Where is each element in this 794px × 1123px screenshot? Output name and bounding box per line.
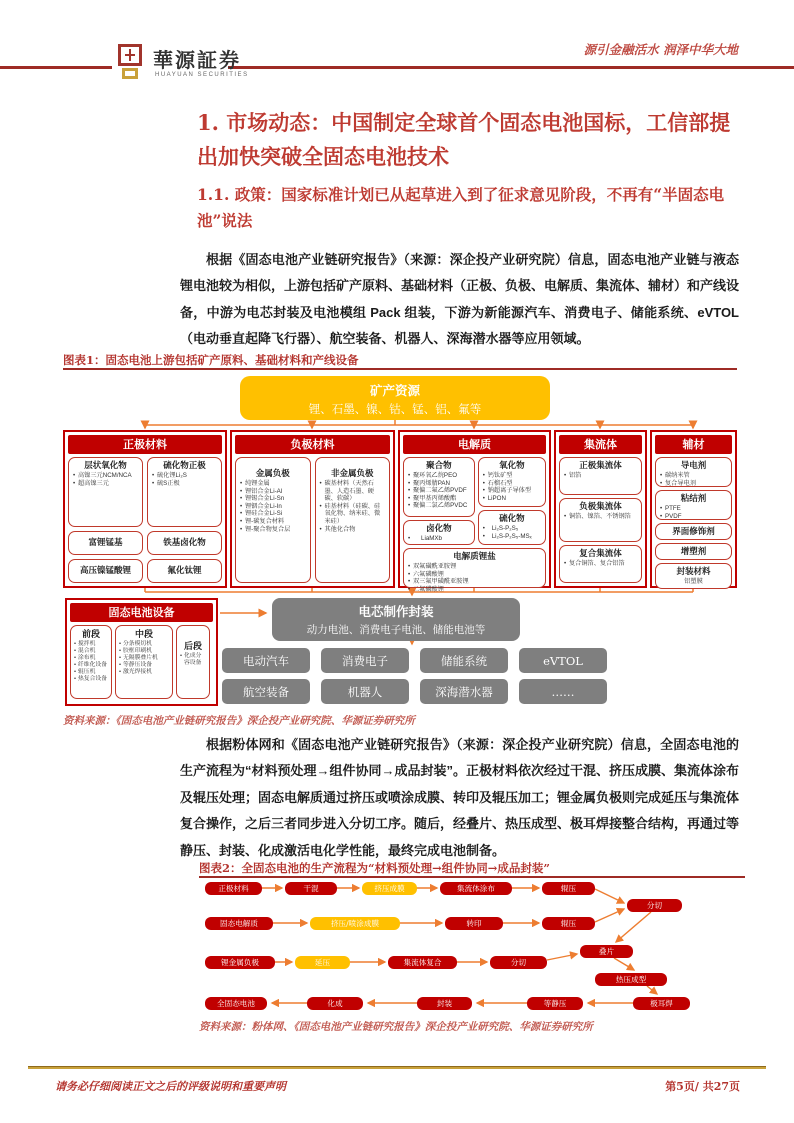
header-rule-left xyxy=(0,66,112,69)
mineral-title: 矿产资源 xyxy=(369,383,420,398)
flow-node-dry-mix: 干混 xyxy=(285,882,337,895)
equipment-box xyxy=(65,598,218,706)
mineral-resources-box xyxy=(240,376,550,420)
brand-slogan: 源引金融活水 润泽中华大地 xyxy=(583,42,738,57)
figure2-caption: 图表2：全固态电池的生产流程为“材料预处理→组件协同→成品封装” xyxy=(199,861,550,875)
flow-node-formation: 化成 xyxy=(307,997,363,1010)
column-header: 辅材 xyxy=(655,435,732,454)
figure2-caption-rule xyxy=(199,876,745,878)
footer-disclaimer: 请务必仔细阅读正文之后的评级说明和重要声明 xyxy=(55,1080,286,1093)
app-box-robot: 机器人 xyxy=(321,679,409,704)
flow-node-slitting-top: 分切 xyxy=(627,899,682,912)
cathode-box-ti-fluoride: 氟化钛锂 xyxy=(147,559,222,583)
electrolyte-box-sulfide: 硫化物 • Li₂S-P₂S₅ • Li₂S-P₂S₅-MSₓ xyxy=(478,510,546,545)
app-box-storage: 储能系统 xyxy=(420,648,508,673)
flow-node-extrusion-spray-film: 挤压/喷涂成膜 xyxy=(310,917,400,930)
collector-box-cathode: 正极集流体 • 铝箔 xyxy=(559,457,642,495)
figure2-diagram xyxy=(199,880,745,1012)
flow-node-rolling-2: 辊压 xyxy=(542,917,595,930)
header-rule-right xyxy=(228,66,794,69)
figure1-diagram xyxy=(63,374,737,710)
cathode-box-sulfide: 硫化物正极 • 硫化锂Li₂S • 硫S正极 xyxy=(147,457,222,527)
aux-box-plasticizer: 增塑剂 xyxy=(655,543,732,560)
electrolyte-box-polymer: 聚合物 • 聚环氧乙烷PEO • 聚丙烯腈PAN • 聚偏二氟乙烯PVDF • 聚甲基丙烯酸酯 • 聚偏二氯乙烯PVDC xyxy=(403,457,475,517)
app-box-others: …… xyxy=(519,679,607,704)
electrolyte-box-halide: 卤化物 • LiaMXb xyxy=(403,520,475,545)
app-box-submersible: 深海潜水器 xyxy=(420,679,508,704)
app-box-evtol: eVTOL xyxy=(519,648,607,673)
flow-node-calendering: 延压 xyxy=(295,956,350,969)
column-electrolyte xyxy=(398,430,551,593)
cathode-box-li-rich-mn: 富锂锰基 xyxy=(68,531,143,555)
flow-node-li-metal-anode: 锂金属负极 xyxy=(205,956,275,969)
flow-node-transfer-print: 转印 xyxy=(445,917,503,930)
cell-packaging-box: 电芯制作封装 动力电池、消费电子电池、储能电池等 xyxy=(272,598,520,641)
subsection-title: 1.1. 政策：国家标准计划已从起草进入到了征求意见阶段，不再有“半固态电池”说法 xyxy=(197,185,725,230)
column-cathode-materials xyxy=(63,430,227,588)
equipment-stage-front: 前段 • 搅拌机 • 混合机 • 涂布机 • 纤维化设备 • 辊压机 • 热复合设备 xyxy=(70,625,112,699)
cathode-box-layered-oxide: 层状氧化物 • 高镍三元NCM/NCA • 超高镍三元 xyxy=(68,457,143,527)
flow-node-collector-coating: 集流体涂布 xyxy=(440,882,512,895)
electrolyte-box-lithium-salt: 电解质锂盐 • 双氟磺酰亚胺锂 • 六氟磷酸锂 • 双三氟甲磺酰亚胺锂 • 二氟磷酸锂 xyxy=(403,548,546,588)
aux-box-interface: 界面修饰剂 xyxy=(655,523,732,540)
flow-node-cathode-material: 正极材料 xyxy=(205,882,262,895)
column-header: 负极材料 xyxy=(235,435,390,454)
flow-node-packaging: 封装 xyxy=(417,997,472,1010)
figure1-source: 资料来源：《固态电池产业链研究报告》深企投产业研究院、华源证券研究所 xyxy=(63,715,415,727)
brand-name-en: HUAYUAN SECURITIES xyxy=(155,72,249,78)
flow-node-isostatic-press: 等静压 xyxy=(527,997,583,1010)
app-box-consumer: 消费电子 xyxy=(321,648,409,673)
flow-node-stacking: 叠片 xyxy=(580,945,633,958)
aux-box-packaging: 封装材料 铝塑膜 xyxy=(655,563,732,589)
column-current-collector xyxy=(554,430,647,588)
flow-node-extrusion-film: 挤压成膜 xyxy=(362,882,417,895)
flow-node-tab-welding: 极耳焊 xyxy=(633,997,690,1010)
cathode-box-fe-halide: 铁基卤化物 xyxy=(147,531,222,555)
equipment-stage-middle: 中段 • 分条模切机 • 胶框印刷机 • 无隔膜叠片机 • 等静压设备 • 激光焊接机 xyxy=(115,625,173,699)
column-anode-materials xyxy=(230,430,395,588)
equipment-stage-back: 后段 • 化成分容设备 xyxy=(176,625,210,699)
electrolyte-box-oxide: 氧化物 • 钙钛矿型 • 石榴石型 • 钠超离子导体型 • LiPON xyxy=(478,457,546,507)
flow-node-hot-pressing: 热压成型 xyxy=(595,973,667,986)
app-box-ev: 电动汽车 xyxy=(222,648,310,673)
anode-box-nonmetal: 非金属负极 • 碳基材料（天然石墨、人造石墨、硬碳、软碳） • 硅基材料（硅碳、硅氧化物、纳米硅、微米硅） • 其他化合物 xyxy=(315,457,391,583)
column-header: 电解质 xyxy=(403,435,546,454)
brand-logo-icon xyxy=(118,44,150,86)
column-header: 集流体 xyxy=(559,435,642,454)
body-paragraph-2: 根据粉体网和《固态电池产业链研究报告》（来源：深企投产业研究院）信息，全固态电池的生产流程为“材料预处理→组件协同→成品封装”。正极材料依次经过干混、挤压成膜、集流体涂布及辊压处理；固态电解质通过挤压或喷涂成膜、转印及辊压加工；锂金属负极则完成延压与集流体复合操作，之后三者同步进入分切工序。随后，经叠片、热压成型、极耳焊接整合结构，再通过等静压、封装、化成激活电化学性能，最终完成电池制备。 xyxy=(180,737,740,858)
flow-node-collector-composite: 集流体复合 xyxy=(388,956,457,969)
mineral-subtitle: 锂、石墨、镍、钴、锰、铝、氟等 xyxy=(308,402,482,416)
equipment-header: 固态电池设备 xyxy=(70,603,213,622)
column-auxiliary-materials xyxy=(650,430,737,588)
collector-box-anode: 负极集流体 • 铜箔、镍箔、不锈钢箔 xyxy=(559,498,642,542)
body-paragraph-1: 根据《固态电池产业链研究报告》（来源：深企投产业研究院）信息，固态电池产业链与液态锂电池较为相似，上游包括矿产原料、基础材料（正极、负极、电解质、集流体、辅材）和产线设备，中游为电芯封装及电池模组 Pack 组装，下游为新能源汽车、消费电子、储能系统、eVTOL（电动垂直起降飞行器）、航空装备、机器人、深海潜水器等应用领域。 xyxy=(180,252,740,347)
flow-node-solid-electrolyte: 固态电解质 xyxy=(205,917,273,930)
brand-name: 華源証券 xyxy=(153,48,241,72)
footer-rule xyxy=(28,1066,766,1069)
collector-box-composite: 复合集流体 • 复合铜箔、复合铝箔 xyxy=(559,545,642,583)
figure1-caption-rule xyxy=(63,368,737,370)
aux-box-conductive: 导电剂 • 碳纳米管 • 复合导电剂 xyxy=(655,457,732,487)
flow-node-all-solid-battery: 全固态电池 xyxy=(205,997,267,1010)
figure1-caption: 图表1：固态电池上游包括矿产原料、基础材料和产线设备 xyxy=(63,353,359,367)
figure2-source: 资料来源：粉体网、《固态电池产业链研究报告》深企投产业研究院、华源证券研究所 xyxy=(199,1021,593,1033)
app-box-aero: 航空装备 xyxy=(222,679,310,704)
anode-box-metal: 金属负极 • 纯锂金属 • 锂铝合金Li-Al • 锂锡合金Li-Sn • 锂铟合金Li-In • 锂硅合金Li-Si • 锂-碳复合材料 • 锂-聚合物复合层 xyxy=(235,457,311,583)
column-header: 正极材料 xyxy=(68,435,222,454)
flow-node-slitting-bottom: 分切 xyxy=(490,956,547,969)
footer-page-number: 第5页/ 共27页 xyxy=(665,1080,740,1093)
aux-box-binder: 粘结剂 • PTFE • PVDF xyxy=(655,490,732,520)
section-title: 1. 市场动态：中国制定全球首个固态电池国标，工信部提出加快突破全固态电池技术 xyxy=(197,110,731,169)
flow-node-rolling-1: 辊压 xyxy=(542,882,595,895)
cathode-box-lnmo: 高压镍锰酸锂 xyxy=(68,559,143,583)
